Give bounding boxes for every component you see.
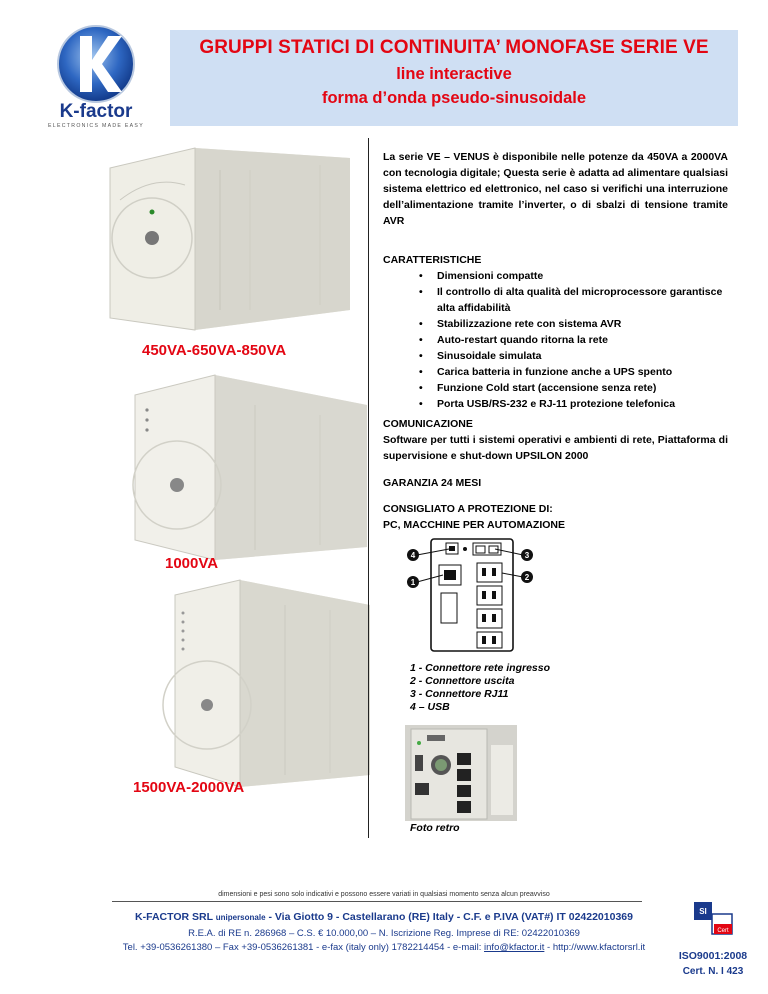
product-caption-medium: 1000VA <box>165 555 219 572</box>
ups-1000-image <box>105 365 375 565</box>
email-link[interactable]: info@kfactor.it <box>484 942 545 953</box>
page-subtitle-2: forma d’onda pseudo-sinusoidale <box>321 89 587 107</box>
marker-1: 1 <box>410 578 416 587</box>
marker-2: 2 <box>524 573 530 582</box>
advice-heading: CONSIGLIATO A PROTEZIONE DI: <box>383 503 553 515</box>
intro-paragraph: La serie VE – VENUS è disponibile nelle potenze da 450VA a 2000VA con tecnologia digitale; Questa serie è adatta ad alimentare qualsiasi sistema elettrico ed elettronico, nel caso si verifichi una interruzione dell’alimentazione tramite l’inverter, o di sbalzi di tensione tramite AVR <box>383 151 728 227</box>
footer-company <box>0 911 768 923</box>
communication-heading: COMUNICAZIONE <box>383 418 473 430</box>
rear-photo <box>405 725 517 821</box>
company-address: - Via Giotto 9 - Castellarano (RE) Italy - C.F. e P.IVA (VAT#) IT 02422010369 <box>265 911 633 923</box>
certification-logo <box>692 900 738 938</box>
bullet-icon: • <box>419 270 423 282</box>
column-divider <box>368 138 369 838</box>
feature-item: • Porta USB/RS-232 e RJ-11 protezione telefonica <box>419 398 676 410</box>
advice-text: PC, MACCHINE PER AUTOMAZIONE <box>383 519 566 531</box>
page-title: GRUPPI STATICI DI CONTINUITA’ MONOFASE SERIE VE <box>199 37 709 58</box>
feature-item: • Stabilizzazione rete con sistema AVR <box>419 318 622 330</box>
iso-standard: ISO9001:2008 <box>678 950 748 962</box>
marker-3: 3 <box>524 551 530 560</box>
logo-brand: K-factor <box>59 101 133 122</box>
footer-registration: R.E.A. di RE n. 286968 – C.S. € 10.000,00 – N. Iscrizione Reg. Imprese di RE: 02422010369 <box>188 928 580 939</box>
communication-text: Software per tutti i sistemi operativi e ambienti di rete, Piattaforma di supervisione e shut-down UPSILON 2000 <box>383 434 728 462</box>
footer-disclaimer: dimensioni e pesi sono solo indicativi e possono essere variati in qualsiasi momento senza alcun preavviso <box>218 891 550 898</box>
marker-4: 4 <box>410 551 416 560</box>
ups-1500-2000-image <box>125 575 375 790</box>
legend-item-3: 3 - Connettore RJ11 <box>410 688 509 700</box>
cert-bottom-text: Cert <box>717 928 729 934</box>
footer-contacts <box>0 942 768 953</box>
bullet-icon: • <box>419 398 423 410</box>
ups-450-850-image <box>100 140 365 340</box>
contacts-phones: Tel. +39-0536261380 – Fax +39-0536261381 - e-fax (italy only) 1782214454 - e-mail: <box>122 942 485 953</box>
feature-item: • Sinusoidale simulata <box>419 350 542 362</box>
feature-item: • Il controllo di alta qualità del microprocessore garantisce alta affidabilità <box>419 286 723 314</box>
product-caption-small: 450VA-650VA-850VA <box>142 342 287 359</box>
bullet-icon: • <box>419 382 423 394</box>
company-name: K-FACTOR SRL <box>135 911 213 923</box>
bullet-icon: • <box>419 334 423 346</box>
features-heading: CARATTERISTICHE <box>383 254 482 266</box>
feature-item: • Dimensioni compatte <box>419 270 544 282</box>
website-link[interactable]: - http://www.kfactorsrl.it <box>544 942 646 953</box>
product-caption-large: 1500VA-2000VA <box>133 779 245 796</box>
cert-top-text: SI <box>699 907 707 916</box>
feature-item: • Funzione Cold start (accensione senza rete) <box>419 382 657 394</box>
logo-tagline: ELECTRONICS MADE EASY <box>48 123 144 128</box>
features-list <box>419 268 737 412</box>
footer-divider <box>112 901 642 902</box>
company-type: unipersonale <box>215 913 266 922</box>
page-subtitle-1: line interactive <box>396 65 512 83</box>
bullet-icon: • <box>419 366 423 378</box>
cert-number: Cert. N. I 423 <box>682 966 744 977</box>
company-logo <box>38 18 158 128</box>
warranty-text: GARANZIA 24 MESI <box>383 477 482 489</box>
feature-item: • Carica batteria in funzione anche a UPS spento <box>419 366 673 378</box>
feature-item: • Auto-restart quando ritorna la rete <box>419 334 608 346</box>
legend-item-2: 2 - Connettore uscita <box>410 675 515 687</box>
bullet-icon: • <box>419 318 423 330</box>
rear-panel-diagram <box>405 535 545 657</box>
bullet-icon: • <box>419 286 423 298</box>
photo-caption: Foto retro <box>410 822 460 834</box>
title-banner <box>170 30 738 126</box>
legend-item-4: 4 – USB <box>410 701 450 713</box>
legend-item-1: 1 - Connettore rete ingresso <box>410 662 551 674</box>
bullet-icon: • <box>419 350 423 362</box>
